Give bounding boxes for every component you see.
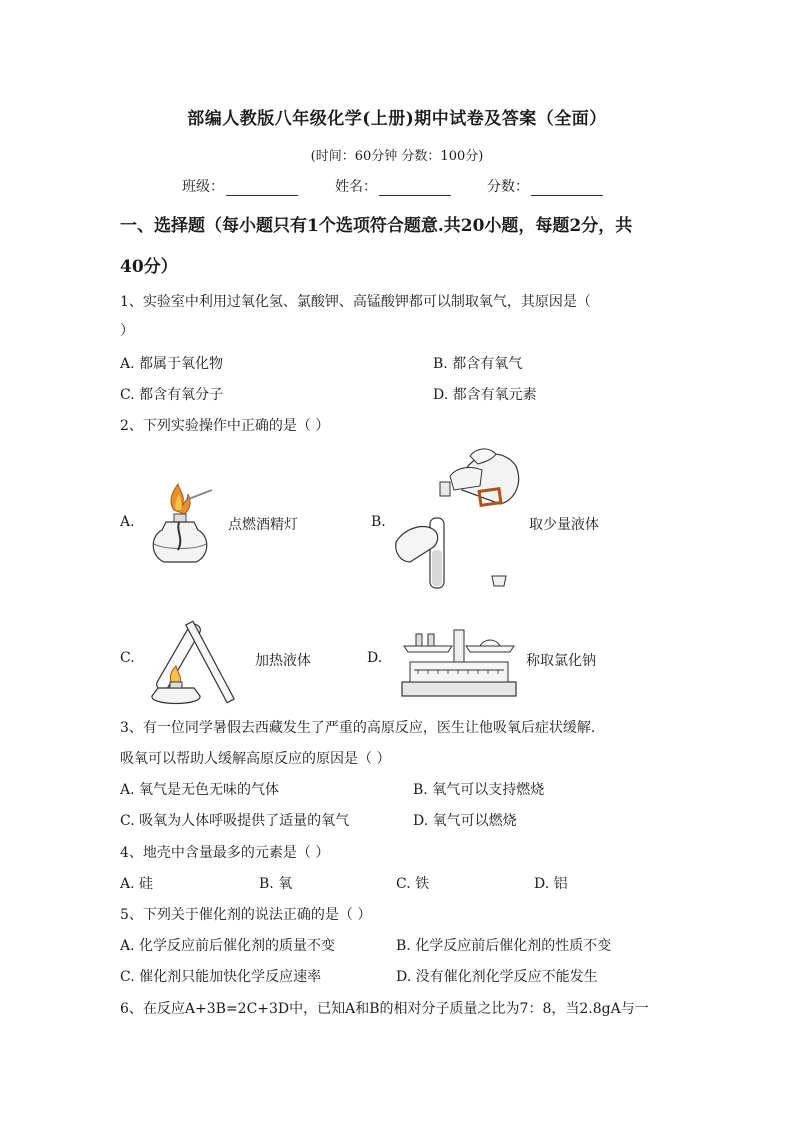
question-1-option-a: A. 都属于氧化物: [120, 356, 224, 372]
question-2-option-b-caption: 取少量液体: [529, 517, 599, 533]
question-2-option-c-caption: 加热液体: [255, 653, 311, 669]
question-4-option-a: A. 硅: [120, 876, 154, 892]
balance-scale-illustration: [398, 624, 520, 700]
name-label: 姓名：: [335, 179, 377, 195]
question-4-option-b: B. 氧: [259, 876, 293, 892]
question-5-option-b: B. 化学反应前后催化剂的性质不变: [396, 938, 612, 954]
question-6-text: 6、在反应A+3B=2C+3D中，已知A和B的相对分子质量之比为7：8，当2.8gA与一: [120, 1001, 649, 1017]
question-3-option-b: B. 氧气可以支持燃烧: [413, 782, 545, 798]
question-3-option-c: C. 吸氧为人体呼吸提供了适量的氧气: [120, 813, 350, 829]
question-5-option-a: A. 化学反应前后催化剂的质量不变: [120, 938, 336, 954]
question-1-option-c: C. 都含有氧分子: [120, 387, 224, 403]
exam-info: (时间：60分钟 分数：100分): [310, 149, 484, 164]
name-field: [335, 176, 451, 196]
name-blank[interactable]: [379, 181, 451, 196]
section-heading-line1: 一、选择题（每小题只有1个选项符合题意.共20小题，每题2分，共: [120, 216, 633, 236]
score-label: 分数：: [487, 179, 529, 195]
score-field: [487, 176, 603, 196]
question-3-option-a: A. 氧气是无色无味的气体: [120, 782, 280, 798]
class-label: 班级：: [182, 179, 224, 195]
question-4-option-d: D. 铝: [534, 876, 568, 892]
question-5-text: 5、下列关于催化剂的说法正确的是（ ）: [120, 907, 372, 923]
heating-liquid-illustration: [142, 618, 248, 708]
class-blank[interactable]: [226, 181, 298, 196]
question-2-option-d-caption: 称取氯化钠: [526, 653, 596, 669]
question-3-text: 3、有一位同学暑假去西藏发生了严重的高原反应，医生让他吸氧后症状缓解.: [120, 720, 596, 736]
question-5-option-c: C. 催化剂只能加快化学反应速率: [120, 969, 322, 985]
question-4-text: 4、地壳中含量最多的元素是（ ）: [120, 845, 330, 861]
question-2-option-d-letter: D.: [367, 650, 383, 666]
question-1-option-d: D. 都含有氧元素: [433, 387, 537, 403]
question-4-option-c: C. 铁: [396, 876, 430, 892]
alcohol-lamp-lighting-illustration: [146, 480, 216, 570]
question-2-option-a-letter: A.: [120, 514, 135, 530]
question-2-option-b-letter: B.: [371, 514, 386, 530]
section-heading-line2: 40分）: [120, 257, 178, 277]
question-1-text-cont: ）: [120, 323, 134, 339]
question-5-option-d: D. 没有催化剂化学反应不能发生: [396, 969, 598, 985]
page-title: 部编人教版八年级化学(上册)期中试卷及答案（全面）: [187, 109, 607, 129]
question-3-text-cont: 吸氧可以帮助人缓解高原反应的原因是（ ）: [120, 751, 391, 767]
score-blank[interactable]: [531, 181, 603, 196]
question-2-option-c-letter: C.: [120, 650, 135, 666]
question-3-option-d: D. 氧气可以燃烧: [413, 813, 517, 829]
question-2-option-a-caption: 点燃酒精灯: [228, 517, 298, 533]
question-1-text: 1、实验室中利用过氧化氢、氯酸钾、高锰酸钾都可以制取氧气，其原因是（: [120, 294, 591, 310]
question-1-option-b: B. 都含有氧气: [433, 356, 523, 372]
question-2-text: 2、下列实验操作中正确的是（ ）: [120, 418, 330, 434]
pouring-liquid-illustration: [392, 446, 528, 594]
class-field: [182, 176, 298, 196]
